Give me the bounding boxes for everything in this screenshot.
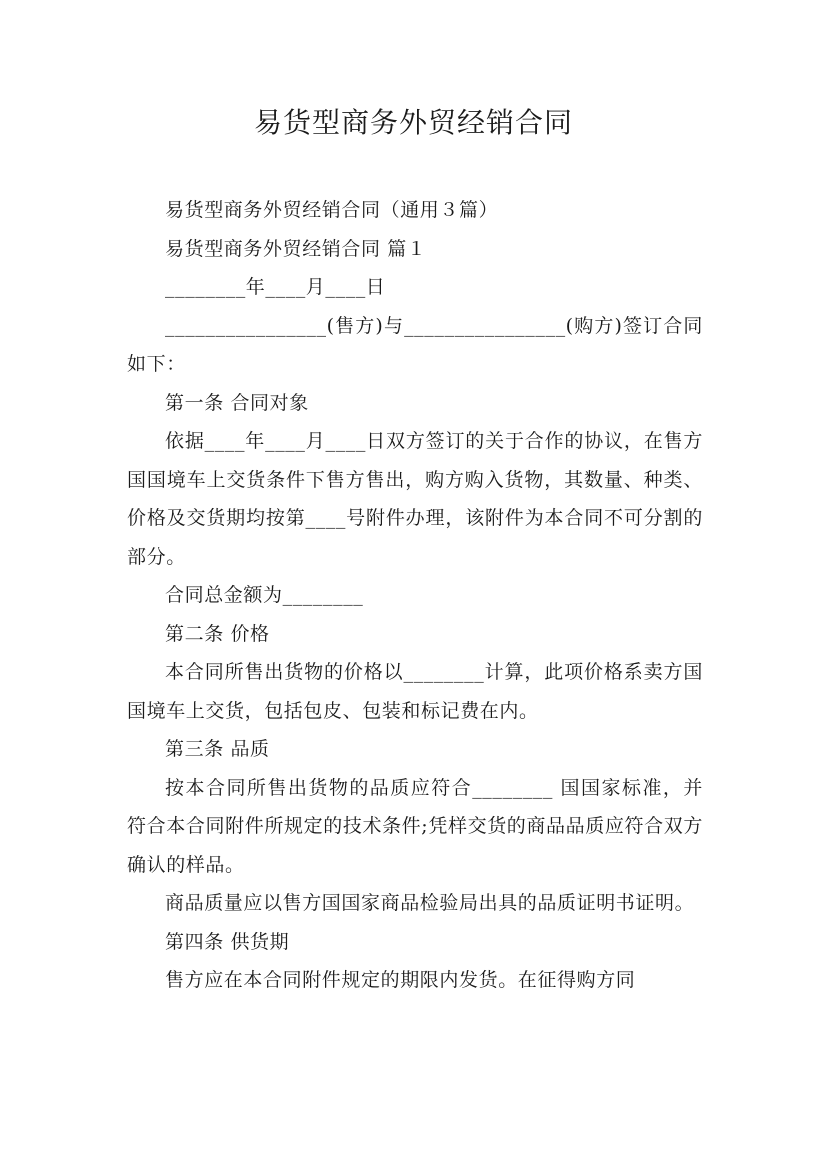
parties-paragraph: ________________(售方)与________________(购方)签订合同如下： [127, 314, 703, 375]
article-paragraph: 商品质量应以售方国国家商品检验局出具的品质证明书证明。 [165, 892, 695, 914]
article-heading: 第二条 价格 [165, 622, 270, 645]
document-title: 易货型商务外贸经销合同 [253, 106, 573, 139]
article-paragraph: 售方应在本合同附件规定的期限内发货。在征得购方同 [165, 969, 636, 991]
article-paragraph: 本合同所售出货物的价格以________计算，此项价格系卖方国国境车上交货，包括包皮、包装和标记费在内。 [127, 661, 703, 722]
document-body [127, 191, 703, 1000]
article-heading: 第一条 合同对象 [165, 391, 309, 414]
article-heading: 第三条 品质 [165, 738, 270, 760]
article-paragraph: 按本合同所售出货物的品质应符合________ 国国家标准，并符合本合同附件所规定的技术条件;凭样交货的商品品质应符合双方确认的样品。 [127, 776, 703, 876]
article-paragraph: 依据____年____月____日双方签订的关于合作的协议，在售方国国境车上交货条件下售方售出，购方购入货物，其数量、种类、价格及交货期均按第____号附件办理，该附件为本合同不可分割的部分。 [127, 430, 703, 568]
section-heading: 易货型商务外贸经销合同 篇１ [165, 237, 427, 260]
subtitle: 易货型商务外贸经销合同（通用３篇） [165, 199, 499, 221]
date-line: ________年____月____日 [165, 276, 386, 298]
total-amount-paragraph: 合同总金额为________ [165, 584, 364, 606]
article-heading: 第四条 供货期 [165, 930, 290, 953]
